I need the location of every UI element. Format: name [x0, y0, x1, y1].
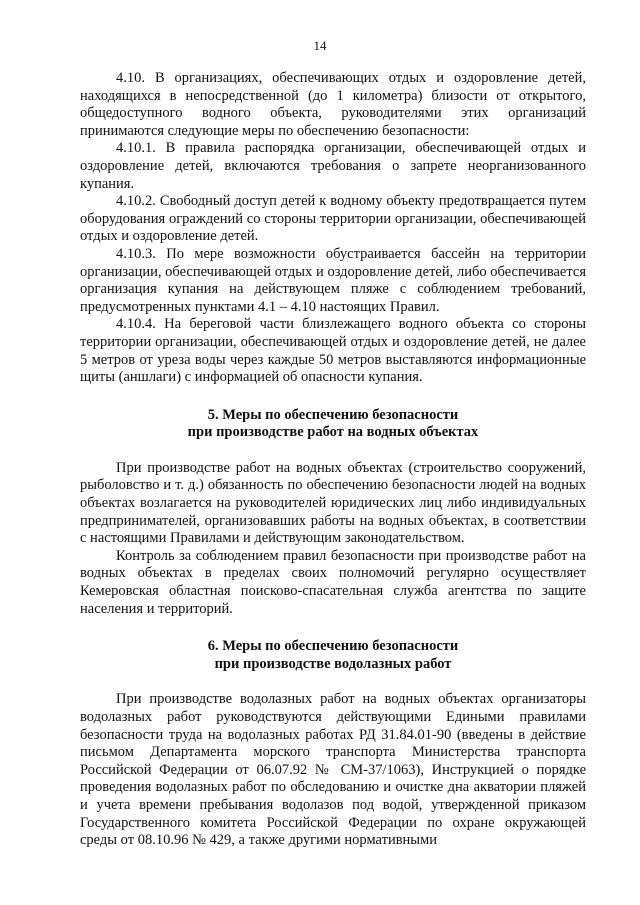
paragraph-4-10-2: 4.10.2. Свободный доступ детей к водному объекту предотвращается путем оборудования ограждений со стороны территории организации, обеспечивающей отдых и оздоровление детей. [80, 193, 586, 245]
section-6-heading [80, 638, 586, 673]
paragraph-4-10-4: 4.10.4. На береговой части близлежащего водного объекта со стороны территории организации, обеспечивающей отдых и оздоровление детей, не далее 5 метров от уреза воды через каждые 50 метров выставляются информационные щиты (аншлаги) с информацией об опасности купания. [80, 316, 586, 386]
section-5-heading-line-1: 5. Меры по обеспечению безопасности [207, 406, 459, 423]
section-5-paragraph-2: Контроль за соблюдением правил безопасности при производстве работ на водных объектах в пределах своих полномочий регулярно осуществляет Кемеровская областная поисково-спасательная служба агентства по защите населения и территорий. [80, 547, 586, 617]
section-6-paragraph-1: При производстве водолазных работ на водных объектах организаторы водолазных работ руководствуются действующими Едиными правилами безопасности труда на водолазных работах РД 31.84.01-90 (введены в действие письмом Департамента морского транспорта Министерства транспорта Российской Федерации от 06.07.92 № СМ-37/1063), Инструкцией о порядке проведения водолазных работ по обследованию и очистке дна акватории пляжей и учета времени пребывания водолазов под водой, утвержденной приказом Государственного комитета Российской Федерации по охране окружающей среды от 08.10.96 № 429, а также другими нормативными [80, 691, 586, 849]
section-6-heading-line-1: 6. Меры по обеспечению безопасности [207, 638, 459, 655]
section-5-heading [80, 407, 586, 442]
section-5-heading-line-2: при производстве работ на водных объектах [187, 424, 479, 441]
paragraph-4-10: 4.10. В организациях, обеспечивающих отдых и оздоровление детей, находящихся в непосредственной (до 1 километра) близости от открытого, общедоступного водного объекта, руководителями этих организаций принимаются следующие меры по обеспечению безопасности: [80, 70, 586, 139]
document-body [80, 70, 586, 850]
section-5-paragraph-1: При производстве работ на водных объектах (строительство сооружений, рыболовство и т. д.) обязанность по обеспечению безопасности людей на водных объектах возлагается на руководителей юридических лиц либо индивидуальных предпринимателей, организовавших работы на водных объектах, в соответствии с настоящими Правилами и действующим законодательством. [80, 459, 586, 547]
section-6-heading-line-2: при производстве водолазных работ [214, 655, 452, 672]
paragraph-4-10-3: 4.10.3. По мере возможности обустраивается бассейн на территории организации, обеспечивающей отдых и оздоровление детей, либо обеспечивается организация купания на действующем пляже с соблюдением требований, предусмотренных пунктами 4.1 – 4.10 настоящих Правил. [80, 245, 586, 315]
page-number: 14 [313, 38, 327, 53]
paragraph-4-10-1: 4.10.1. В правила распорядка организации, обеспечивающей отдых и оздоровление детей, включаются требования о запрете неорганизованного купания. [80, 140, 586, 192]
